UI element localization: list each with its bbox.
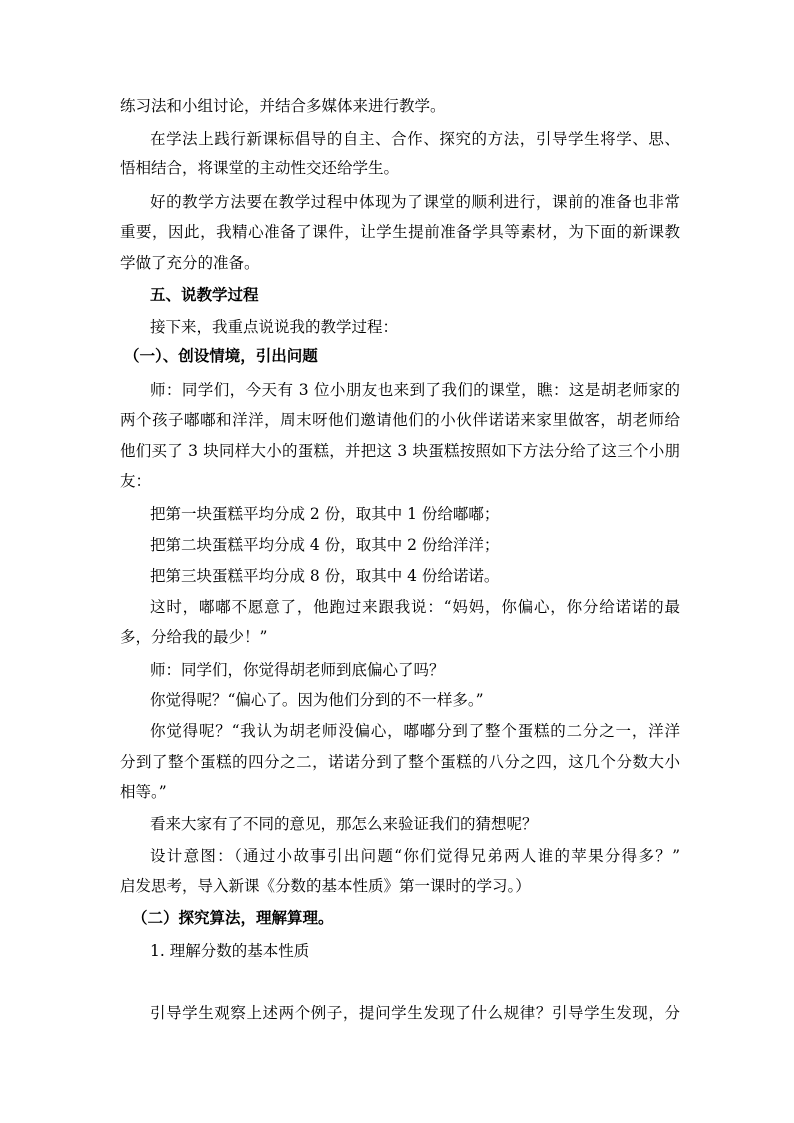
- body-text-line: 他们买了 3 块同样大小的蛋糕，并把这 3 块蛋糕按照如下方法分给了这三个小朋: [120, 442, 680, 460]
- body-text-line: 师：同学们，你觉得胡老师到底偏心了吗？: [150, 661, 445, 679]
- subsection-heading: （一）、创设情境，引出问题: [124, 346, 318, 365]
- body-text-line: 看来大家有了不同的意见，那怎么来验证我们的猜想呢？: [150, 815, 538, 833]
- body-text-line: 设计意图：（通过小故事引出问题“你们觉得兄弟两人谁的苹果分得多？”: [150, 847, 680, 865]
- body-text-line: 多，分给我的最少！”: [120, 628, 268, 646]
- body-text-line: 这时，嘟嘟不愿意了，他跑过来跟我说：“妈妈，你偏心，你分给诺诺的最: [150, 598, 680, 616]
- body-text-line: 引导学生观察上述两个例子，提问学生发现了什么规律？引导学生发现，分: [150, 1004, 680, 1022]
- body-text-line: 悟相结合，将课堂的主动性交还给学生。: [120, 159, 400, 177]
- section-heading: 五、说教学过程: [150, 285, 259, 304]
- body-text-line: 接下来，我重点说说我的教学过程：: [150, 318, 399, 336]
- body-text-line: 把第三块蛋糕平均分成 8 份，取其中 4 份给诺诺。: [150, 567, 500, 585]
- body-text-line: 把第二块蛋糕平均分成 4 份，取其中 2 份给洋洋；: [150, 536, 500, 554]
- body-text-line: 你觉得呢？“偏心了。因为他们分到的不一样多。”: [150, 691, 484, 709]
- body-text-line: 相等。”: [120, 783, 167, 801]
- body-text-line: 启发思考，导入新课《分数的基本性质》第一课时的学习。）: [120, 877, 531, 895]
- body-text-line: 练习法和小组讨论，并结合多媒体来进行教学。: [120, 97, 446, 115]
- body-text-line: 分到了整个蛋糕的四分之二，诺诺分到了整个蛋糕的八分之四，这几个分数大小: [120, 753, 680, 771]
- body-text-line: 学做了充分的准备。: [120, 254, 260, 272]
- body-text-line: 师：同学们，今天有 3 位小朋友也来到了我们的课堂，瞧：这是胡老师家的: [150, 381, 680, 399]
- body-text-line: 两个孩子嘟嘟和洋洋，周末呀他们邀请他们的小伙伴诺诺来家里做客，胡老师给: [120, 411, 680, 429]
- body-text-line: 在学法上践行新课标倡导的自主、合作、探究的方法，引导学生将学、思、: [150, 130, 680, 148]
- body-text-line: 你觉得呢？“我认为胡老师没偏心，嘟嘟分到了整个蛋糕的二分之一，洋洋: [150, 722, 680, 740]
- body-text-line: 把第一块蛋糕平均分成 2 份，取其中 1 份给嘟嘟；: [150, 505, 500, 523]
- body-text-line: 重要，因此，我精心准备了课件，让学生提前准备学具等素材，为下面的新课教: [120, 223, 680, 241]
- list-item: 1. 理解分数的基本性质: [150, 942, 310, 960]
- body-text-line: 友：: [120, 472, 152, 490]
- body-text-line: 好的教学方法要在教学过程中体现为了课堂的顺利进行，课前的准备也非常: [150, 193, 680, 211]
- subsection-heading: （二）探究算法，理解算理。: [132, 908, 334, 927]
